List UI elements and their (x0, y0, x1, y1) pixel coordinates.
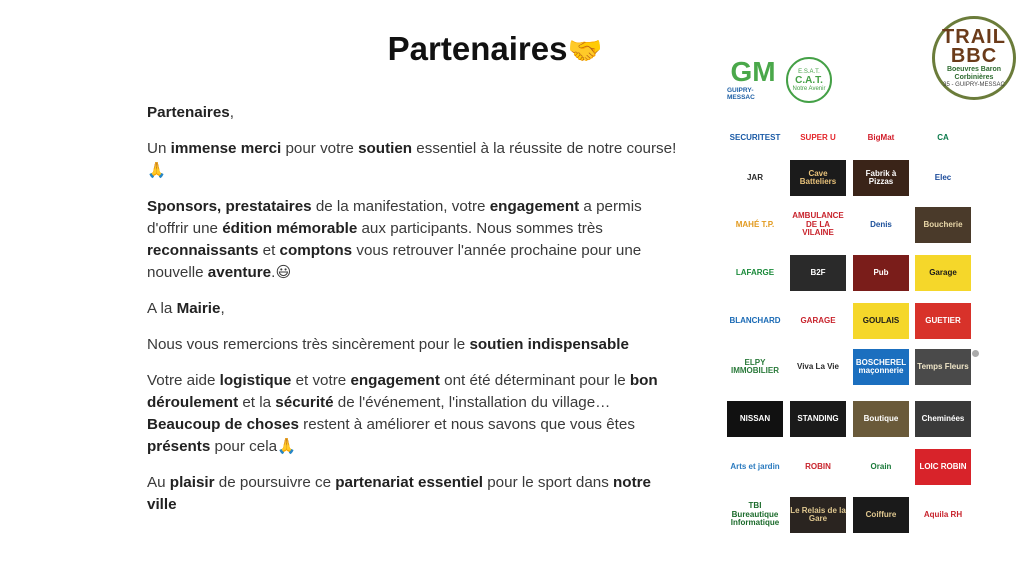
bold-text: aventure (207, 264, 272, 281)
sponsor-logo: Elec (915, 160, 971, 196)
sponsor-logo: Aquila RH (915, 497, 971, 533)
sponsor-logo: BOSCHEREL maçonnerie (853, 349, 909, 385)
bold-text: comptons (279, 242, 353, 259)
bold-text: Sponsors, prestataires (147, 198, 312, 215)
sponsor-logo: TBI Bureautique Informatique (727, 497, 783, 533)
guipry-messac-logo (727, 57, 779, 107)
sponsor-logo: Boutique (853, 401, 909, 437)
sponsor-logo: CA (915, 120, 971, 156)
sponsor-logo: Coiffure (853, 497, 909, 533)
text: et votre (291, 372, 351, 389)
sponsor-logo: Orain (853, 449, 909, 485)
bold-text: Mairie (176, 300, 221, 317)
bold-text: soutien indispensable (469, 336, 629, 353)
text: Nous vous remercions très sincèrement pour le (147, 336, 470, 353)
sponsor-logo: Garage (915, 255, 971, 291)
sponsor-logo: Cave Batteliers (790, 160, 846, 196)
logo-text: C.A.T. (795, 74, 823, 86)
sponsor-logo: SECURITEST (727, 120, 783, 156)
bold-text: bon déroulement (147, 372, 658, 411)
bold-text: plaisir (169, 474, 215, 491)
sponsor-logo: B2F (790, 255, 846, 291)
paragraph-aide (147, 370, 682, 458)
text: de l'événement, l'installation du village… (333, 394, 611, 411)
bold-text: soutien (358, 140, 413, 157)
text: ont été déterminant pour le (439, 372, 630, 389)
handshake-icon: 🤝 (567, 35, 603, 66)
text: , (229, 104, 234, 121)
sponsor-logo: JAR (727, 160, 783, 196)
sponsor-logo: Denis (853, 207, 909, 243)
text: et (258, 242, 280, 259)
text: pour le sport dans (483, 474, 614, 491)
sponsor-logo: ELPY IMMOBILIER (727, 349, 783, 385)
bold-text: sécurité (275, 394, 334, 411)
bold-text: édition mémorable (222, 220, 358, 237)
sponsor-logo: BigMat (853, 120, 909, 156)
text: Au (147, 474, 170, 491)
sponsor-logo: GOULAIS (853, 303, 909, 339)
page-title (0, 30, 990, 68)
paragraph-mairie (147, 298, 682, 320)
bold-text: Beaucoup de choses (147, 416, 299, 433)
sponsor-logo: Arts et jardin (727, 449, 783, 485)
sponsor-logo: MAHÉ T.P. (727, 207, 783, 243)
bold-text: partenariat essentiel (335, 474, 484, 491)
text: a permis d'offrir une (147, 198, 642, 237)
logo-text: TRAIL (942, 25, 1006, 48)
sponsor-logo: GARAGE (790, 303, 846, 339)
text: Votre aide (147, 372, 220, 389)
bold-text: engagement (489, 198, 580, 215)
text: pour cela🙏 (210, 438, 296, 455)
text: de poursuivre ce (214, 474, 336, 491)
bold-text: reconnaissants (147, 242, 259, 259)
text: Un (147, 140, 171, 157)
bold-text: immense merci (170, 140, 282, 157)
text: de la manifestation, votre (311, 198, 490, 215)
sponsor-logo: Cheminées (915, 401, 971, 437)
text: , (220, 300, 225, 317)
bold-text: Partenaires (147, 104, 230, 121)
bold-text: logistique (219, 372, 292, 389)
text: pour votre (281, 140, 359, 157)
paragraph-plaisir (147, 472, 682, 516)
text: et la (238, 394, 276, 411)
sponsor-logo: Temps Fleurs (915, 349, 971, 385)
sponsor-logo: NISSAN (727, 401, 783, 437)
logo-text: GM (730, 56, 776, 87)
logo-text: GUIPRY-MESSAC (727, 87, 755, 101)
esat-logo (786, 57, 832, 103)
logo-text: E.S.A.T. (798, 68, 820, 75)
sponsor-logo: SUPER U (790, 120, 846, 156)
text: .😃 (271, 264, 292, 281)
sponsor-logo: ROBIN (790, 449, 846, 485)
sponsor-logo: LAFARGE (727, 255, 783, 291)
text: aux participants. Nous sommes très (357, 220, 603, 237)
text: A la (147, 300, 177, 317)
sponsor-logo: Pub (853, 255, 909, 291)
logo-text: BBC (950, 44, 998, 67)
sponsor-logo: AMBULANCE DE LA VILAINE (790, 207, 846, 243)
paragraph-remerciements (147, 334, 682, 356)
trail-bbc-logo (932, 16, 1016, 100)
text: vous retrouver l'année prochaine pour une nouvelle (147, 242, 642, 281)
logo-text: Boeuvres Baron Corbinières (946, 65, 1002, 81)
scroll-indicator[interactable] (972, 350, 979, 357)
logo-text: 35 - GUIPRY-MESSAC (943, 81, 1005, 88)
text: restent à améliorer et nous savons que vous êtes (298, 416, 635, 433)
paragraph-sponsors (147, 196, 682, 284)
bold-text: engagement (350, 372, 440, 389)
paragraph-greeting (147, 102, 682, 124)
title-text: Partenaires (387, 30, 568, 67)
bold-text: notre ville (147, 474, 651, 513)
sponsor-logo: STANDING (790, 401, 846, 437)
sponsor-logo: Viva La Vie (790, 349, 846, 385)
bold-text: présents (147, 438, 211, 455)
text: essentiel à la réussite de notre course! 🙏 (147, 140, 677, 179)
sponsor-logo: Fabrik à Pizzas (853, 160, 909, 196)
thanks-text (147, 102, 682, 530)
logo-text: Notre Avenir (792, 85, 826, 92)
sponsor-logo: Boucherie (915, 207, 971, 243)
sponsor-logo: BLANCHARD (727, 303, 783, 339)
sponsor-logo: LOIC ROBIN (915, 449, 971, 485)
paragraph-thanks (147, 138, 682, 182)
sponsor-logo: GUETIER (915, 303, 971, 339)
sponsor-logo: Le Relais de la Gare (790, 497, 846, 533)
